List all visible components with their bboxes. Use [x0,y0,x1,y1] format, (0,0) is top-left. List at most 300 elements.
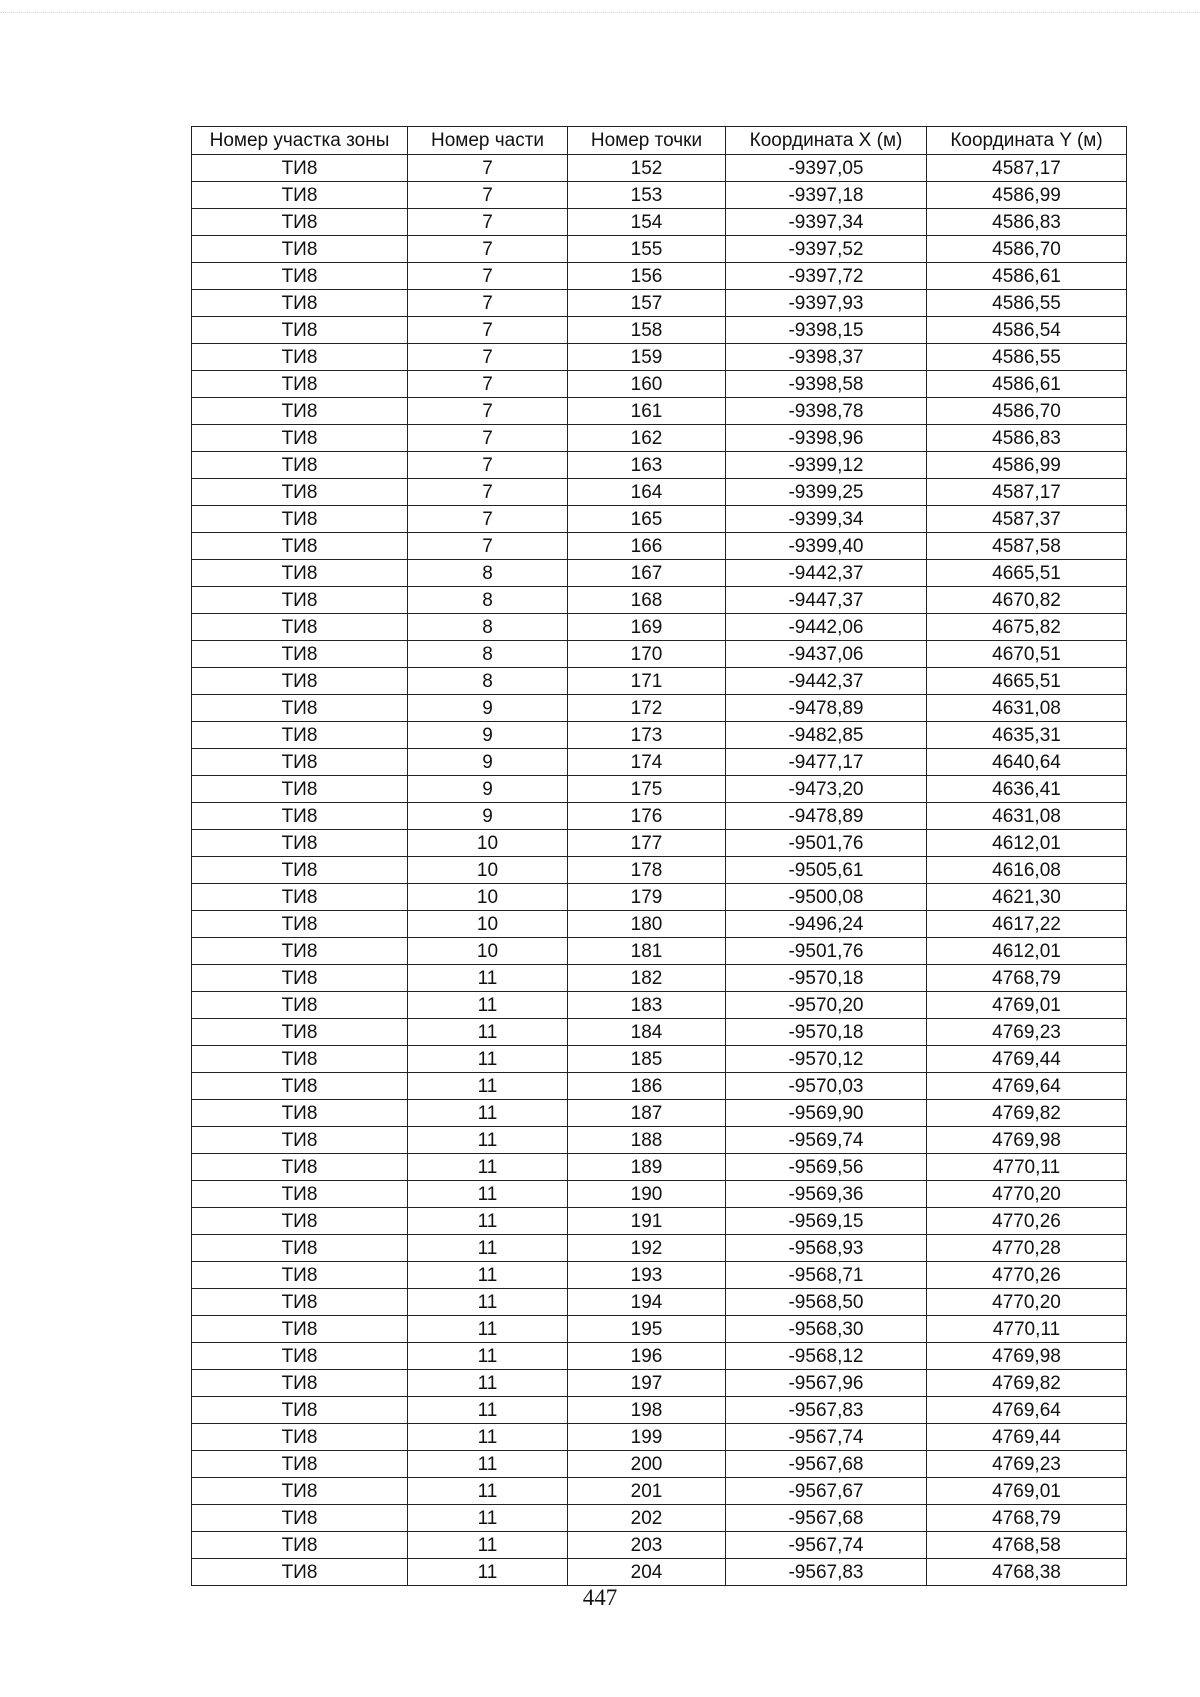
point-number-cell: 166 [568,533,726,560]
zone-section-cell: ТИ8 [192,668,408,695]
part-number-cell: 7 [408,209,568,236]
zone-section-cell: ТИ8 [192,1397,408,1424]
table-row [192,965,1127,992]
point-number-cell: 156 [568,263,726,290]
table-row [192,1181,1127,1208]
zone-section-cell: ТИ8 [192,425,408,452]
coordinate-y-cell: 4770,11 [927,1316,1127,1343]
table-body [192,155,1127,1586]
part-number-cell: 10 [408,857,568,884]
part-number-cell: 11 [408,1127,568,1154]
table-header [192,127,1127,155]
zone-section-cell: ТИ8 [192,1046,408,1073]
coordinates-table [191,126,1127,1586]
coordinate-y-cell: 4586,61 [927,371,1127,398]
zone-section-cell: ТИ8 [192,560,408,587]
coordinate-x-cell: -9569,90 [726,1100,927,1127]
zone-section-cell: ТИ8 [192,398,408,425]
zone-section-cell: ТИ8 [192,479,408,506]
table-row [192,749,1127,776]
coordinate-y-cell: 4631,08 [927,803,1127,830]
point-number-cell: 203 [568,1532,726,1559]
coordinate-x-cell: -9501,76 [726,938,927,965]
coordinate-y-cell: 4665,51 [927,668,1127,695]
coordinate-x-cell: -9567,68 [726,1451,927,1478]
coordinate-y-cell: 4769,98 [927,1127,1127,1154]
table-row [192,776,1127,803]
coordinate-x-cell: -9501,76 [726,830,927,857]
point-number-cell: 191 [568,1208,726,1235]
point-number-cell: 187 [568,1100,726,1127]
coordinate-y-cell: 4769,44 [927,1046,1127,1073]
coordinate-x-cell: -9570,18 [726,965,927,992]
coordinate-y-cell: 4616,08 [927,857,1127,884]
header-coordinate-y: Координата Y (м) [927,127,1127,155]
table-row [192,938,1127,965]
part-number-cell: 7 [408,236,568,263]
point-number-cell: 184 [568,1019,726,1046]
table-row [192,1343,1127,1370]
part-number-cell: 8 [408,641,568,668]
table-row [192,317,1127,344]
table-row [192,992,1127,1019]
part-number-cell: 8 [408,668,568,695]
coordinate-y-cell: 4770,26 [927,1208,1127,1235]
coordinate-y-cell: 4770,28 [927,1235,1127,1262]
coordinate-x-cell: -9567,83 [726,1559,927,1586]
zone-section-cell: ТИ8 [192,938,408,965]
coordinate-x-cell: -9568,12 [726,1343,927,1370]
point-number-cell: 173 [568,722,726,749]
point-number-cell: 201 [568,1478,726,1505]
coordinate-y-cell: 4586,54 [927,317,1127,344]
zone-section-cell: ТИ8 [192,1424,408,1451]
part-number-cell: 7 [408,398,568,425]
coordinate-y-cell: 4640,64 [927,749,1127,776]
coordinate-y-cell: 4586,83 [927,209,1127,236]
table-row [192,1235,1127,1262]
table-row [192,1559,1127,1586]
zone-section-cell: ТИ8 [192,1100,408,1127]
table-row [192,1127,1127,1154]
point-number-cell: 168 [568,587,726,614]
point-number-cell: 164 [568,479,726,506]
point-number-cell: 202 [568,1505,726,1532]
point-number-cell: 175 [568,776,726,803]
zone-section-cell: ТИ8 [192,317,408,344]
part-number-cell: 8 [408,587,568,614]
zone-section-cell: ТИ8 [192,1235,408,1262]
part-number-cell: 11 [408,1316,568,1343]
part-number-cell: 9 [408,695,568,722]
table-row [192,263,1127,290]
zone-section-cell: ТИ8 [192,614,408,641]
coordinate-y-cell: 4769,82 [927,1370,1127,1397]
zone-section-cell: ТИ8 [192,857,408,884]
coordinate-x-cell: -9442,06 [726,614,927,641]
coordinate-y-cell: 4770,11 [927,1154,1127,1181]
coordinate-x-cell: -9570,18 [726,1019,927,1046]
coordinate-y-cell: 4587,37 [927,506,1127,533]
part-number-cell: 11 [408,1424,568,1451]
table-row [192,1208,1127,1235]
part-number-cell: 11 [408,992,568,1019]
part-number-cell: 11 [408,1181,568,1208]
zone-section-cell: ТИ8 [192,1343,408,1370]
coordinate-x-cell: -9447,37 [726,587,927,614]
zone-section-cell: ТИ8 [192,695,408,722]
zone-section-cell: ТИ8 [192,236,408,263]
point-number-cell: 183 [568,992,726,1019]
coordinate-x-cell: -9568,71 [726,1262,927,1289]
coordinate-y-cell: 4670,51 [927,641,1127,668]
point-number-cell: 204 [568,1559,726,1586]
point-number-cell: 181 [568,938,726,965]
coordinate-x-cell: -9568,30 [726,1316,927,1343]
coordinate-y-cell: 4769,23 [927,1019,1127,1046]
table-row [192,1532,1127,1559]
table-row [192,182,1127,209]
zone-section-cell: ТИ8 [192,1505,408,1532]
table-row [192,236,1127,263]
part-number-cell: 11 [408,1100,568,1127]
zone-section-cell: ТИ8 [192,884,408,911]
coordinate-y-cell: 4586,83 [927,425,1127,452]
table-row [192,1262,1127,1289]
coordinate-y-cell: 4769,98 [927,1343,1127,1370]
table-row [192,155,1127,182]
part-number-cell: 8 [408,614,568,641]
table-row [192,911,1127,938]
part-number-cell: 10 [408,938,568,965]
zone-section-cell: ТИ8 [192,452,408,479]
table-row [192,1505,1127,1532]
coordinate-y-cell: 4586,70 [927,398,1127,425]
coordinate-x-cell: -9570,03 [726,1073,927,1100]
coordinate-y-cell: 4770,20 [927,1181,1127,1208]
table-row [192,857,1127,884]
part-number-cell: 7 [408,317,568,344]
coordinate-x-cell: -9567,67 [726,1478,927,1505]
coordinate-x-cell: -9397,05 [726,155,927,182]
zone-section-cell: ТИ8 [192,1451,408,1478]
coordinate-x-cell: -9567,68 [726,1505,927,1532]
header-part-number: Номер части [408,127,568,155]
zone-section-cell: ТИ8 [192,965,408,992]
part-number-cell: 7 [408,533,568,560]
point-number-cell: 163 [568,452,726,479]
part-number-cell: 11 [408,1208,568,1235]
part-number-cell: 7 [408,452,568,479]
zone-section-cell: ТИ8 [192,182,408,209]
zone-section-cell: ТИ8 [192,506,408,533]
table-row [192,209,1127,236]
coordinate-x-cell: -9567,96 [726,1370,927,1397]
zone-section-cell: ТИ8 [192,1316,408,1343]
point-number-cell: 169 [568,614,726,641]
part-number-cell: 11 [408,1370,568,1397]
header-point-number: Номер точки [568,127,726,155]
part-number-cell: 11 [408,1559,568,1586]
coordinate-y-cell: 4617,22 [927,911,1127,938]
point-number-cell: 176 [568,803,726,830]
point-number-cell: 152 [568,155,726,182]
coordinate-y-cell: 4631,08 [927,695,1127,722]
coordinate-x-cell: -9473,20 [726,776,927,803]
coordinate-x-cell: -9398,58 [726,371,927,398]
point-number-cell: 192 [568,1235,726,1262]
coordinate-y-cell: 4586,61 [927,263,1127,290]
point-number-cell: 158 [568,317,726,344]
part-number-cell: 7 [408,344,568,371]
part-number-cell: 11 [408,1019,568,1046]
part-number-cell: 11 [408,965,568,992]
point-number-cell: 165 [568,506,726,533]
coordinate-x-cell: -9478,89 [726,803,927,830]
table-row [192,830,1127,857]
table-row [192,1370,1127,1397]
table-row [192,398,1127,425]
part-number-cell: 9 [408,776,568,803]
coordinate-y-cell: 4769,64 [927,1397,1127,1424]
coordinate-x-cell: -9569,74 [726,1127,927,1154]
table-row [192,479,1127,506]
coordinate-y-cell: 4768,79 [927,1505,1127,1532]
part-number-cell: 7 [408,290,568,317]
part-number-cell: 11 [408,1235,568,1262]
zone-section-cell: ТИ8 [192,722,408,749]
coordinate-x-cell: -9397,18 [726,182,927,209]
table-row [192,344,1127,371]
point-number-cell: 193 [568,1262,726,1289]
coordinate-y-cell: 4635,31 [927,722,1127,749]
point-number-cell: 185 [568,1046,726,1073]
point-number-cell: 172 [568,695,726,722]
part-number-cell: 9 [408,722,568,749]
point-number-cell: 186 [568,1073,726,1100]
point-number-cell: 182 [568,965,726,992]
zone-section-cell: ТИ8 [192,1154,408,1181]
coordinate-y-cell: 4586,99 [927,182,1127,209]
coordinate-y-cell: 4586,55 [927,344,1127,371]
coordinate-y-cell: 4768,58 [927,1532,1127,1559]
coordinate-x-cell: -9398,15 [726,317,927,344]
zone-section-cell: ТИ8 [192,371,408,398]
coordinate-y-cell: 4586,99 [927,452,1127,479]
table-row [192,884,1127,911]
table-row [192,1478,1127,1505]
coordinate-x-cell: -9570,12 [726,1046,927,1073]
coordinate-y-cell: 4587,17 [927,155,1127,182]
coordinate-x-cell: -9569,15 [726,1208,927,1235]
part-number-cell: 11 [408,1532,568,1559]
zone-section-cell: ТИ8 [192,749,408,776]
table-row [192,614,1127,641]
table-row [192,1154,1127,1181]
header-row [192,127,1127,155]
table-row [192,560,1127,587]
part-number-cell: 7 [408,479,568,506]
coordinate-y-cell: 4769,82 [927,1100,1127,1127]
coordinate-y-cell: 4769,01 [927,992,1127,1019]
coordinate-x-cell: -9569,56 [726,1154,927,1181]
coordinate-x-cell: -9397,93 [726,290,927,317]
table-row [192,722,1127,749]
point-number-cell: 198 [568,1397,726,1424]
table-row [192,533,1127,560]
zone-section-cell: ТИ8 [192,1019,408,1046]
coordinate-y-cell: 4586,55 [927,290,1127,317]
point-number-cell: 189 [568,1154,726,1181]
table-row [192,425,1127,452]
zone-section-cell: ТИ8 [192,992,408,1019]
part-number-cell: 9 [408,803,568,830]
table-row [192,452,1127,479]
table-row [192,506,1127,533]
zone-section-cell: ТИ8 [192,803,408,830]
zone-section-cell: ТИ8 [192,1370,408,1397]
table-row [192,1100,1127,1127]
point-number-cell: 167 [568,560,726,587]
point-number-cell: 190 [568,1181,726,1208]
page-top-edge [0,12,1200,13]
table-row [192,1451,1127,1478]
coordinate-y-cell: 4586,70 [927,236,1127,263]
part-number-cell: 11 [408,1073,568,1100]
coordinate-x-cell: -9437,06 [726,641,927,668]
zone-section-cell: ТИ8 [192,155,408,182]
coordinate-y-cell: 4636,41 [927,776,1127,803]
table-row [192,1046,1127,1073]
part-number-cell: 10 [408,911,568,938]
coordinate-y-cell: 4670,82 [927,587,1127,614]
table-row [192,1019,1127,1046]
zone-section-cell: ТИ8 [192,1181,408,1208]
part-number-cell: 11 [408,1478,568,1505]
point-number-cell: 199 [568,1424,726,1451]
part-number-cell: 7 [408,263,568,290]
coordinate-x-cell: -9500,08 [726,884,927,911]
coordinate-y-cell: 4770,26 [927,1262,1127,1289]
point-number-cell: 200 [568,1451,726,1478]
coordinate-x-cell: -9397,34 [726,209,927,236]
zone-section-cell: ТИ8 [192,1127,408,1154]
coordinate-x-cell: -9397,52 [726,236,927,263]
coordinate-x-cell: -9569,36 [726,1181,927,1208]
coordinate-y-cell: 4665,51 [927,560,1127,587]
coordinate-x-cell: -9568,50 [726,1289,927,1316]
zone-section-cell: ТИ8 [192,911,408,938]
zone-section-cell: ТИ8 [192,1208,408,1235]
coordinate-x-cell: -9567,83 [726,1397,927,1424]
coordinate-x-cell: -9478,89 [726,695,927,722]
point-number-cell: 196 [568,1343,726,1370]
table-row [192,1289,1127,1316]
coordinate-x-cell: -9397,72 [726,263,927,290]
zone-section-cell: ТИ8 [192,263,408,290]
point-number-cell: 179 [568,884,726,911]
part-number-cell: 11 [408,1289,568,1316]
zone-section-cell: ТИ8 [192,344,408,371]
coordinate-x-cell: -9477,17 [726,749,927,776]
coordinate-y-cell: 4675,82 [927,614,1127,641]
header-coordinate-x: Координата X (м) [726,127,927,155]
coordinate-y-cell: 4612,01 [927,830,1127,857]
table-row [192,290,1127,317]
coordinate-x-cell: -9398,78 [726,398,927,425]
coordinate-y-cell: 4587,17 [927,479,1127,506]
coordinate-y-cell: 4769,44 [927,1424,1127,1451]
table-row [192,587,1127,614]
zone-section-cell: ТИ8 [192,776,408,803]
header-zone-section: Номер участка зоны [192,127,408,155]
part-number-cell: 7 [408,506,568,533]
point-number-cell: 170 [568,641,726,668]
zone-section-cell: ТИ8 [192,1073,408,1100]
coordinate-x-cell: -9568,93 [726,1235,927,1262]
coordinate-x-cell: -9496,24 [726,911,927,938]
table-row [192,668,1127,695]
point-number-cell: 154 [568,209,726,236]
table-row [192,803,1127,830]
coordinate-x-cell: -9567,74 [726,1424,927,1451]
part-number-cell: 7 [408,155,568,182]
zone-section-cell: ТИ8 [192,1559,408,1586]
table-row [192,1397,1127,1424]
coordinate-y-cell: 4768,79 [927,965,1127,992]
point-number-cell: 162 [568,425,726,452]
point-number-cell: 159 [568,344,726,371]
point-number-cell: 188 [568,1127,726,1154]
coordinate-y-cell: 4770,20 [927,1289,1127,1316]
part-number-cell: 8 [408,560,568,587]
part-number-cell: 7 [408,182,568,209]
point-number-cell: 171 [568,668,726,695]
zone-section-cell: ТИ8 [192,587,408,614]
part-number-cell: 11 [408,1046,568,1073]
zone-section-cell: ТИ8 [192,830,408,857]
part-number-cell: 10 [408,884,568,911]
coordinate-x-cell: -9567,74 [726,1532,927,1559]
part-number-cell: 7 [408,425,568,452]
part-number-cell: 9 [408,749,568,776]
coordinate-y-cell: 4769,23 [927,1451,1127,1478]
point-number-cell: 160 [568,371,726,398]
point-number-cell: 197 [568,1370,726,1397]
zone-section-cell: ТИ8 [192,290,408,317]
point-number-cell: 177 [568,830,726,857]
coordinate-x-cell: -9399,40 [726,533,927,560]
coordinate-x-cell: -9442,37 [726,560,927,587]
zone-section-cell: ТИ8 [192,641,408,668]
point-number-cell: 180 [568,911,726,938]
point-number-cell: 161 [568,398,726,425]
part-number-cell: 11 [408,1154,568,1181]
table-row [192,695,1127,722]
coordinate-x-cell: -9399,34 [726,506,927,533]
coordinate-x-cell: -9482,85 [726,722,927,749]
coordinate-y-cell: 4587,58 [927,533,1127,560]
coordinate-x-cell: -9399,12 [726,452,927,479]
point-number-cell: 155 [568,236,726,263]
zone-section-cell: ТИ8 [192,1262,408,1289]
coordinate-x-cell: -9505,61 [726,857,927,884]
point-number-cell: 178 [568,857,726,884]
point-number-cell: 174 [568,749,726,776]
coordinate-x-cell: -9442,37 [726,668,927,695]
part-number-cell: 7 [408,371,568,398]
part-number-cell: 11 [408,1505,568,1532]
